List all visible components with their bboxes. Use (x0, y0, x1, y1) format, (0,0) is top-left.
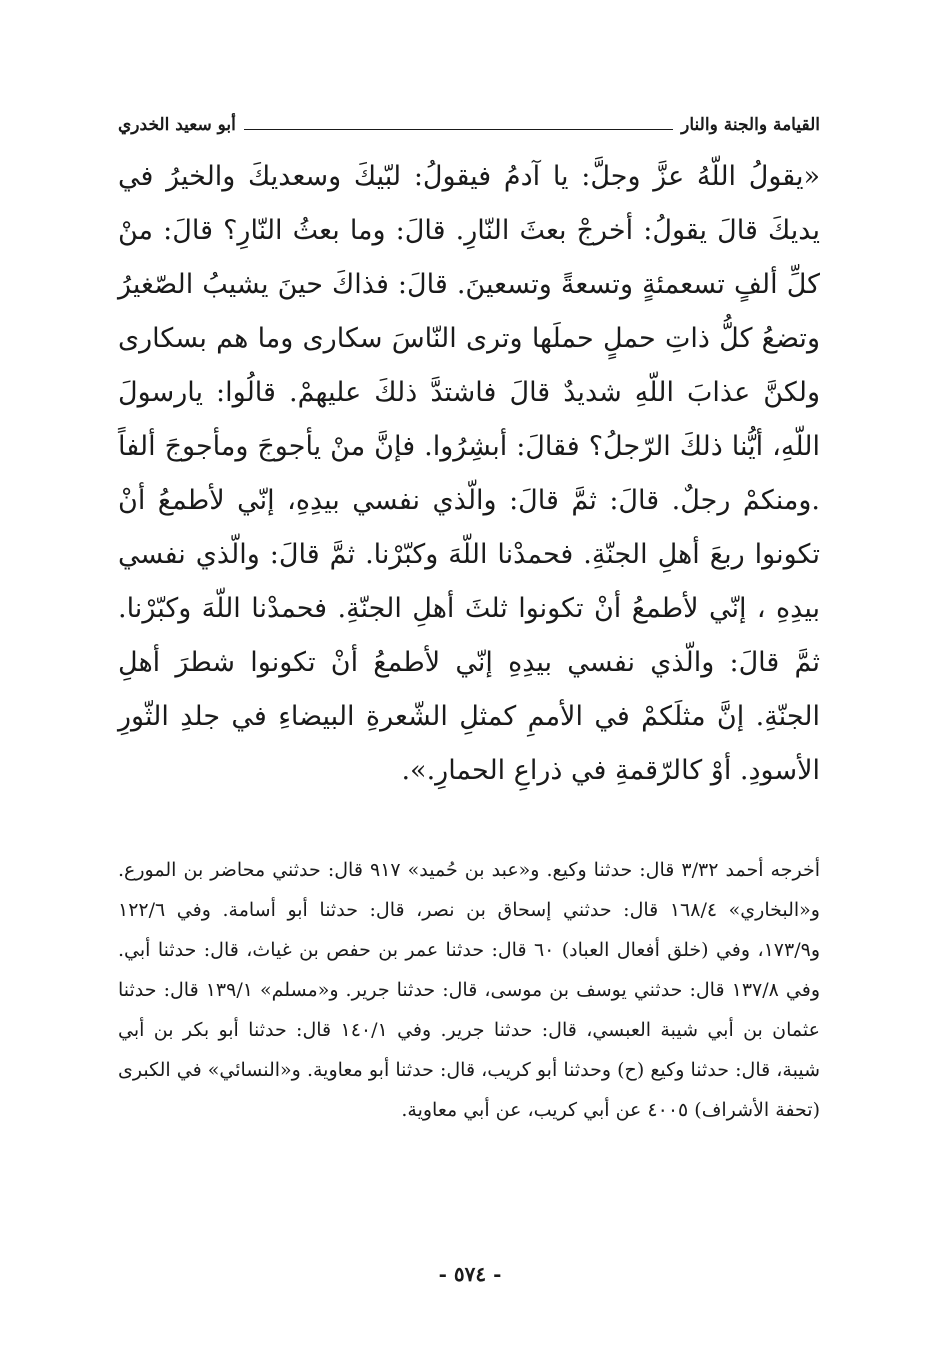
header-rule (244, 129, 673, 130)
page-number: - ٥٧٤ - (438, 1262, 502, 1286)
running-header (118, 104, 820, 134)
header-chapter-title: أبو سعيد الخدري (118, 115, 236, 135)
takhrij-footnote: أخرجه أحمد ٣/٣٢ قال: حدثنا وكيع. و«عبد بن حُميد» ٩١٧ قال: حدثني محاضر بن المورع. و«البخاري» ١٦٨/٤ قال: حدثني إسحاق بن نصر، قال: حدثنا أبو أسامة. وفي ١٢٢/٦ و١٧٣/٩، وفي (خلق أفعال العباد) ٦٠ قال: حدثنا عمر بن حفص بن غياث، قال: حدثنا أبي. وفي ١٣٧/٨ قال: حدثني يوسف بن موسى، قال: حدثنا جرير. و«مسلم» ١٣٩/١ قال: حدثنا عثمان بن أبي شيبة العبسي، قال: حدثنا جرير. وفي ١٤٠/١ قال: حدثنا أبو بكر بن أبي شيبة، قال: حدثنا وكيع (ح) وحدثنا أبو كريب، قال: حدثنا أبو معاوية. و«النسائي» في الكبرى (تحفة الأشراف) ٤٠٠٥ عن أبي كريب، عن أبي معاوية. (118, 859, 820, 1121)
header-book-title: القيامة والجنة والنار (681, 115, 820, 135)
hadith-text: «يقولُ اللّهُ عزَّ وجلَّ: يا آدمُ فيقولُ: لبّيكَ وسعديكَ والخيرُ في يديكَ قالَ يقولُ: أخرجْ بعثَ النّارِ. قالَ: وما بعثُ النّارِ؟ قالَ: منْ كلِّ ألفٍ تسعمئةٍ وتسعةً وتسعينَ. قالَ: فذاكَ حينَ يشيبُ الصّغيرُ وتضعُ كلُّ ذاتِ حملٍ حملَها وترى النّاسَ سكارى وما هم بسكارى ولكنَّ عذابَ اللّهِ شديدٌ قالَ فاشتدَّ ذلكَ عليهمْ. قالُوا: يارسولَ اللّهِ، أيُّنا ذلكَ الرّجلُ؟ فقالَ: أبشِرُوا. فإنَّ منْ يأجوجَ ومأجوجَ ألفاً .ومنكمْ رجلٌ. قالَ: ثمَّ قالَ: والّذي نفسي بيدِهِ، إنّي لأطمعُ أنْ تكونوا ربعَ أهلِ الجنّةِ. فحمدْنا اللّهَ وكبّرْنا. ثمَّ قالَ: والّذي نفسي بيدِهِ ، إنّي لأطمعُ أنْ تكونوا ثلثَ أهلِ الجنّةِ. فحمدْنا اللّهَ وكبّرْنا. ثمَّ قالَ: والّذي نفسي بيدِهِ إنّي لأطمعُ أنْ تكونوا شطرَ أهلِ الجنّةِ. إنَّ مثلَكمْ في الأممِ كمثلِ الشّعرةِ البيضاءِ في جلدِ الثّورِ الأسودِ. أوْ كالرّقمةِ في ذراعِ الحمارِ.». (118, 161, 820, 786)
